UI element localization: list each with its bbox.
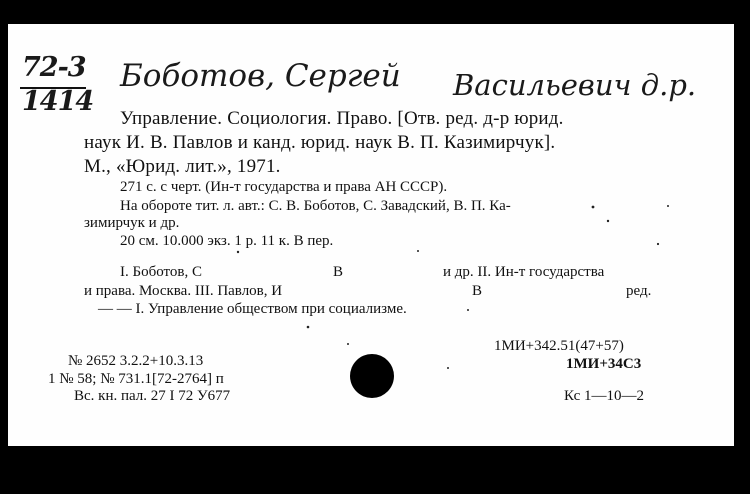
registry-line-2: 1 № 58; № 731.1[72-2764] п — [48, 371, 224, 387]
collation-line: 271 с. с черт. (Ин-т государства и права АН СССР). — [120, 179, 448, 195]
tracing-line-1-end: и др. II. Ин-т государства — [443, 264, 605, 280]
title-line-2: наук И. В. Павлов и канд. юрид. наук В. П. Казимирчук]. — [84, 132, 556, 153]
registry-line-1: № 2652 3.2.2+10.3.13 — [68, 353, 204, 369]
tracing-line-2-initial: В — [472, 283, 483, 299]
tracing-line-2-start: и права. Москва. III. Павлов, И — [84, 283, 283, 299]
tracing-line-1-initial: В — [333, 264, 344, 280]
note-line-1: На обороте тит. л. авт.: С. В. Боботов, С. Завадский, В. П. Ка- — [120, 198, 511, 214]
handwritten-author-name: Боботов, Сергей — [120, 58, 401, 94]
registry-line-3: Вс. кн. пал. 27 I 72 У677 — [74, 388, 231, 404]
title-line-1: Управление. Социология. Право. [Отв. ред. д-р юрид. — [120, 108, 564, 129]
price-line: 20 см. 10.000 экз. 1 р. 11 к. В пер. — [120, 233, 334, 249]
tracing-line-2-end: ред. — [626, 283, 652, 299]
call-number-top: 72-3 — [22, 52, 86, 83]
title-line-3: М., «Юрид. лит.», 1971. — [84, 156, 281, 177]
handwritten-patronymic: Васильевич д.р. — [453, 68, 697, 102]
scan-specks — [8, 24, 734, 446]
classification-line-3: Кс 1—10—2 — [564, 388, 645, 404]
classification-line-2: 1МИ+34С3 — [566, 356, 642, 372]
catalog-card — [8, 24, 734, 446]
tracing-line-3: — — I. Управление обществом при социализме. — [98, 301, 407, 317]
classification-line-1: 1МИ+342.51(47+57) — [494, 338, 624, 354]
note-line-2: зимирчук и др. — [84, 215, 180, 231]
tracing-line-1-start: I. Боботов, С — [120, 264, 202, 280]
call-number-bottom: 1414 — [22, 86, 94, 117]
